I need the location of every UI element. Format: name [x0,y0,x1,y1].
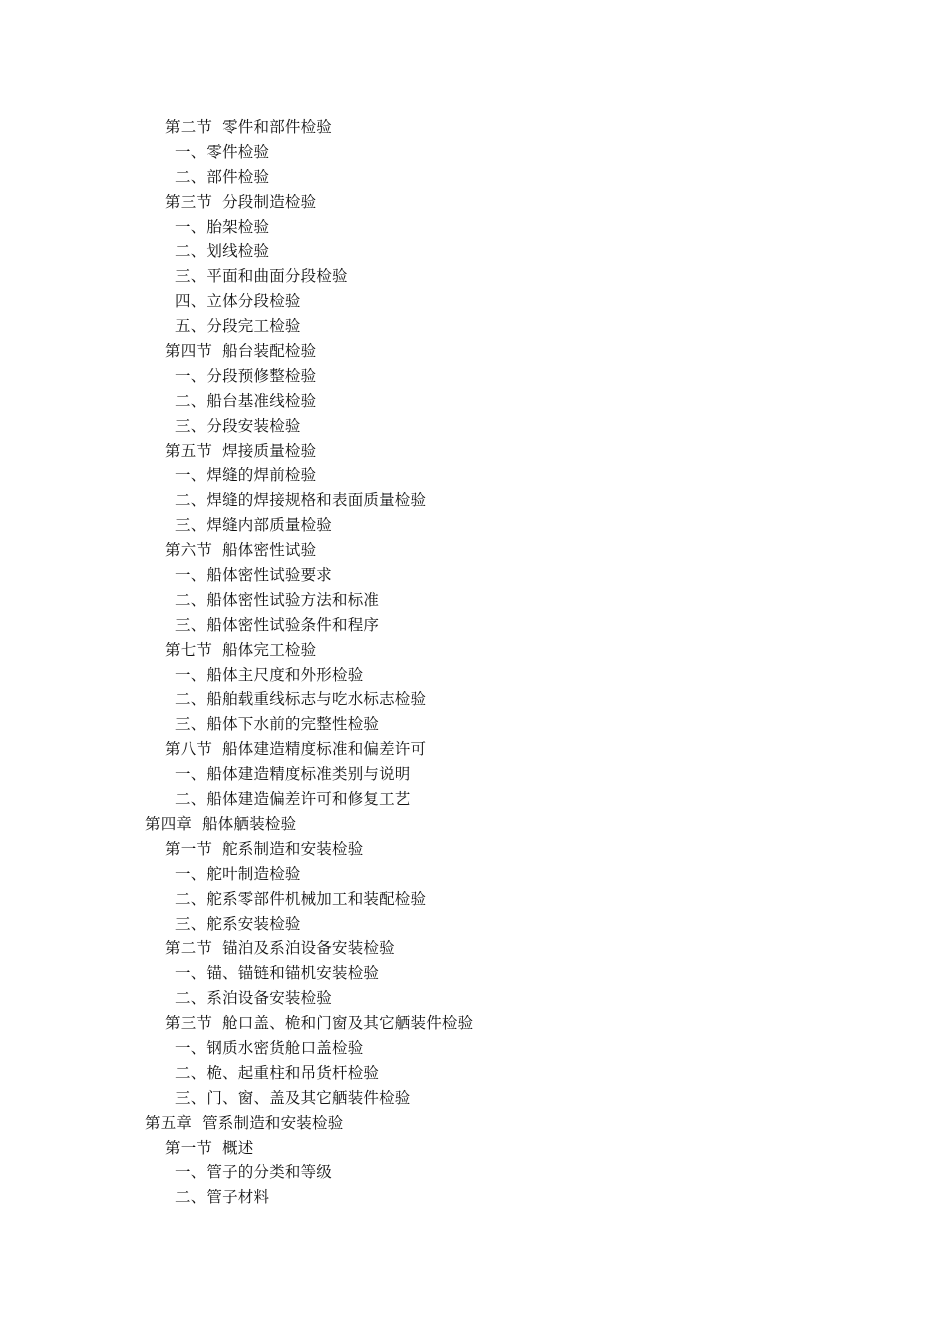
chapter-title: 船体舾装检验 [202,814,297,833]
section-number: 第一节 [165,1138,213,1157]
toc-section-heading [0,737,950,762]
section-title: 船体密性试验 [222,541,317,560]
toc-item: 一、焊缝的焊前检验 [175,466,317,485]
section-number: 第五节 [165,441,213,460]
section-number: 第七节 [165,640,213,659]
toc-item: 三、门、窗、盖及其它舾装件检验 [175,1088,411,1107]
section-title: 船体建造精度标准和偏差许可 [222,740,427,759]
toc-item: 一、胎架检验 [175,217,270,236]
toc-item: 二、部件检验 [175,167,270,186]
toc-item: 二、划线检验 [175,242,270,261]
section-title: 概述 [222,1138,254,1157]
toc-item: 一、管子的分类和等级 [175,1163,333,1182]
toc-item: 二、船舶载重线标志与吃水标志检验 [175,690,427,709]
toc-section-heading [0,538,950,563]
toc-item: 三、平面和曲面分段检验 [175,267,348,286]
toc-section-heading [0,439,950,464]
section-number: 第四节 [165,342,213,361]
toc-item: 三、船体下水前的完整性检验 [175,715,380,734]
toc-section-heading [0,1011,950,1036]
toc-item: 二、管子材料 [175,1188,270,1207]
toc-chapter-heading [0,812,950,837]
section-number: 第一节 [165,839,213,858]
section-title: 舱口盖、桅和门窗及其它舾装件检验 [222,1014,474,1033]
section-number: 第六节 [165,541,213,560]
toc-item: 三、舵系安装检验 [175,914,301,933]
toc-item: 一、船体建造精度标准类别与说明 [175,765,411,784]
chapter-title: 管系制造和安装检验 [202,1113,344,1132]
section-number: 第三节 [165,192,213,211]
toc-item: 二、桅、起重柱和吊货杆检验 [175,1063,380,1082]
toc-item: 二、舵系零部件机械加工和装配检验 [175,889,427,908]
toc-item: 三、分段安装检验 [175,416,301,435]
toc-section-heading [0,339,950,364]
toc-section-heading [0,115,950,140]
section-number: 第八节 [165,740,213,759]
toc-section-heading [0,638,950,663]
section-title: 分段制造检验 [222,192,317,211]
toc-item: 一、锚、锚链和锚机安装检验 [175,964,380,983]
toc-item: 一、船体主尺度和外形检验 [175,665,364,684]
section-title: 焊接质量检验 [222,441,317,460]
toc-item: 一、分段预修整检验 [175,366,317,385]
toc-item: 三、船体密性试验条件和程序 [175,615,380,634]
toc-item: 三、焊缝内部质量检验 [175,516,333,535]
section-title: 船台装配检验 [222,342,317,361]
section-number: 第三节 [165,1014,213,1033]
section-title: 舵系制造和安装检验 [222,839,364,858]
section-title: 零件和部件检验 [222,118,333,136]
toc-item: 二、系泊设备安装检验 [175,989,333,1008]
toc-item: 五、分段完工检验 [175,317,301,336]
section-number: 第二节 [165,939,213,958]
chapter-number: 第五章 [145,1113,193,1132]
toc-section-heading [0,936,950,961]
toc-item: 二、船体密性试验方法和标准 [175,590,380,609]
section-title: 船体完工检验 [222,640,317,659]
toc-item: 一、钢质水密货舱口盖检验 [175,1038,364,1057]
toc-item: 一、零件检验 [175,142,270,161]
toc-section-heading [0,1136,950,1161]
section-title: 锚泊及系泊设备安装检验 [222,939,395,958]
toc-item: 二、焊缝的焊接规格和表面质量检验 [175,491,427,510]
toc-chapter-heading [0,1111,950,1136]
toc-section-heading [0,837,950,862]
toc-item: 四、立体分段检验 [175,292,301,311]
chapter-number: 第四章 [145,814,193,833]
section-number: 第二节 [165,118,213,136]
toc-item: 一、舵叶制造检验 [175,864,301,883]
toc-section-heading [0,190,950,215]
toc-item: 一、船体密性试验要求 [175,566,333,585]
toc-item: 二、船台基准线检验 [175,391,317,410]
table-of-contents [0,115,950,1210]
toc-item: 二、船体建造偏差许可和修复工艺 [175,790,411,809]
